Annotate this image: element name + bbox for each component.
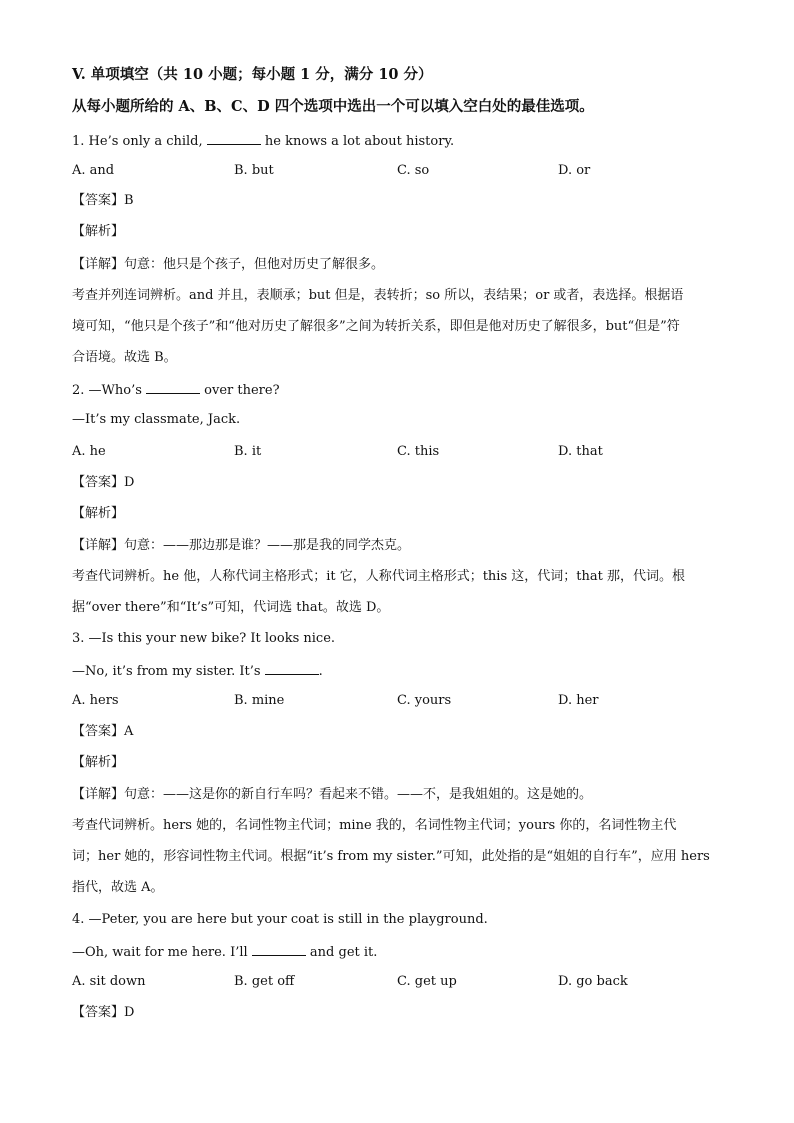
question-3-option-c: C. yours bbox=[397, 693, 452, 708]
question-1-explain-line-2: 境可知，“他只是个孩子”和“他对历史了解很多”之间为转折关系，即但是他对历史了解很多，but“但是”符 bbox=[72, 319, 680, 334]
question-2-stem bbox=[72, 381, 280, 399]
question-3-answer bbox=[72, 724, 133, 740]
question-2-explain-line-1: 考查代词辨析。he 他，人称代词主格形式；it 它，人称代词主格形式；this 这，代词；that 那，代词。根 bbox=[72, 569, 685, 584]
question-2-blank bbox=[146, 381, 200, 394]
question-4-answer bbox=[72, 1005, 134, 1021]
question-3-explain-line-1: 考查代词辨析。hers 她的，名词性物主代词；mine 我的，名词性物主代词；yours 你的，名词性物主代 bbox=[72, 818, 677, 833]
detail-label: 【详解】 bbox=[72, 257, 125, 272]
question-2-option-c: C. this bbox=[397, 444, 440, 459]
question-1-text-before: 1. He’s only a child, bbox=[72, 134, 207, 149]
section-title: V. 单项填空（共 10 小题；每小题 1 分，满分 10 分） bbox=[72, 66, 433, 83]
question-1-text-after: he knows a lot about history. bbox=[260, 134, 455, 149]
question-1-explain-line-1: 考查并列连词辨析。and 并且，表顺承；but 但是，表转折；so 所以，表结果；or 或者，表选择。根据语 bbox=[72, 288, 684, 303]
question-2-analysis-label: 【解析】 bbox=[72, 506, 125, 521]
detail-label: 【详解】 bbox=[72, 538, 125, 553]
question-2-detail bbox=[72, 538, 410, 554]
question-4-stem: 4. —Peter, you are here but your coat is still in the playground. bbox=[72, 912, 488, 927]
answer-label: 【答案】 bbox=[72, 724, 125, 739]
question-3-text-after: . bbox=[318, 664, 323, 679]
question-2-option-a: A. he bbox=[72, 444, 106, 459]
question-1-option-d: D. or bbox=[558, 163, 591, 178]
question-3-explain-line-2: 词；her 她的，形容词性物主代词。根据“it’s from my sister.”可知，此处指的是“姐姐的自行车”，应用 hers bbox=[72, 849, 710, 864]
answer-label: 【答案】 bbox=[72, 193, 125, 208]
question-2-detail-text: 句意：——那边那是谁？——那是我的同学杰克。 bbox=[124, 538, 411, 553]
question-4-option-a: A. sit down bbox=[72, 974, 146, 989]
question-1-blank bbox=[207, 132, 261, 145]
question-1-option-a: A. and bbox=[72, 163, 115, 178]
question-3-option-a: A. hers bbox=[72, 693, 119, 708]
section-instruction: 从每小题所给的 A、B、C、D 四个选项中选出一个可以填入空白处的最佳选项。 bbox=[72, 98, 594, 115]
question-3-detail-text: 句意：——这是你的新自行车吗？看起来不错。——不，是我姐姐的。这是她的。 bbox=[124, 787, 593, 802]
question-2-text-before: 2. —Who’s bbox=[72, 383, 147, 398]
question-4-option-b: B. get off bbox=[234, 974, 295, 989]
question-3-blank bbox=[265, 662, 319, 675]
question-2-reply: —It’s my classmate, Jack. bbox=[72, 412, 241, 427]
question-1-analysis-label: 【解析】 bbox=[72, 224, 125, 239]
question-1-answer bbox=[72, 193, 134, 209]
question-1-stem bbox=[72, 132, 454, 150]
question-3-reply bbox=[72, 662, 323, 680]
question-1-explain-line-3: 合语境。故选 B。 bbox=[72, 350, 177, 365]
question-1-detail-text: 句意：他只是个孩子，但他对历史了解很多。 bbox=[124, 257, 385, 272]
question-1-option-c: C. so bbox=[397, 163, 430, 178]
question-4-text-after: and get it. bbox=[305, 945, 378, 960]
question-2-explain-line-2: 据“over there”和“It’s”可知，代词选 that。故选 D。 bbox=[72, 600, 390, 615]
question-3-option-d: D. her bbox=[558, 693, 599, 708]
question-1-option-b: B. but bbox=[234, 163, 274, 178]
question-2-answer bbox=[72, 475, 134, 491]
question-1-answer-value: B bbox=[124, 193, 134, 208]
question-4-text-before: —Oh, wait for me here. I’ll bbox=[72, 945, 252, 960]
answer-label: 【答案】 bbox=[72, 1005, 125, 1020]
question-3-text-before: —No, it’s from my sister. It’s bbox=[72, 664, 265, 679]
question-3-stem: 3. —Is this your new bike? It looks nice. bbox=[72, 631, 336, 646]
question-4-answer-value: D bbox=[124, 1005, 135, 1020]
question-2-text-after: over there? bbox=[200, 383, 280, 398]
question-3-detail bbox=[72, 787, 592, 803]
question-3-answer-value: A bbox=[124, 724, 134, 739]
question-4-option-d: D. go back bbox=[558, 974, 628, 989]
question-4-option-c: C. get up bbox=[397, 974, 457, 989]
question-3-explain-line-3: 指代，故选 A。 bbox=[72, 880, 164, 895]
question-3-option-b: B. mine bbox=[234, 693, 285, 708]
question-2-answer-value: D bbox=[124, 475, 135, 490]
question-2-option-d: D. that bbox=[558, 444, 603, 459]
detail-label: 【详解】 bbox=[72, 787, 125, 802]
answer-label: 【答案】 bbox=[72, 475, 125, 490]
question-2-option-b: B. it bbox=[234, 444, 262, 459]
question-4-reply bbox=[72, 943, 377, 961]
question-3-analysis-label: 【解析】 bbox=[72, 755, 125, 770]
question-4-blank bbox=[252, 943, 306, 956]
question-1-detail bbox=[72, 257, 384, 273]
